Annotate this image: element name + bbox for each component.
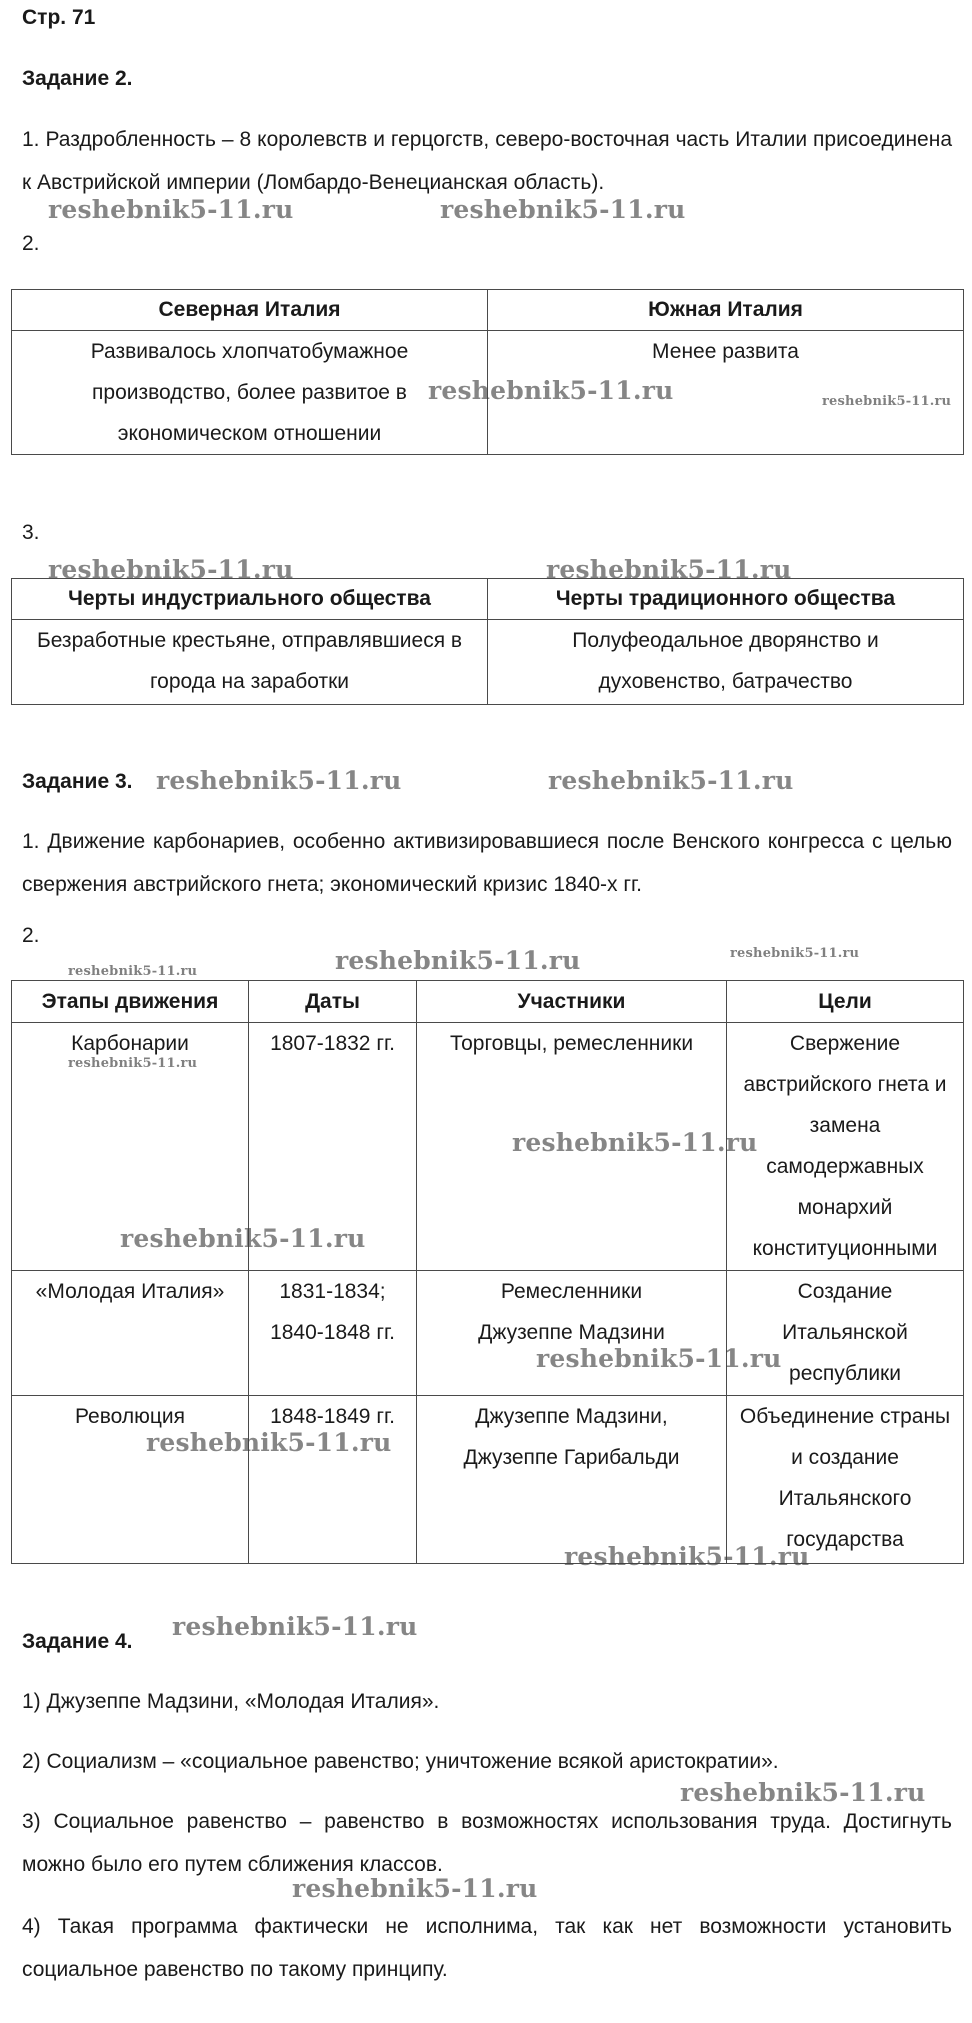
task3-title: Задание 3. [22, 770, 133, 793]
task4-item2: 2) Социализм – «социальное равенство; уничтожение всякой аристократии». [22, 1750, 779, 1773]
task3-item2-label: 2. [22, 924, 40, 947]
watermark: reshebnik5-11.ru [536, 1344, 782, 1373]
task4-item1: 1) Джузеппе Мадзини, «Молодая Италия». [22, 1690, 440, 1713]
table2-header-traditional: Черты традиционного общества [488, 579, 964, 620]
watermark: reshebnik5-11.ru [548, 766, 794, 795]
table-row [12, 1396, 964, 1564]
table2-header-industrial: Черты индустриального общества [12, 579, 488, 620]
table-industrial-traditional [11, 578, 964, 705]
watermark: reshebnik5-11.ru [120, 1224, 366, 1253]
task4-title: Задание 4. [22, 1630, 133, 1653]
watermark: reshebnik5-11.ru [730, 946, 860, 961]
watermark: reshebnik5-11.ru [48, 555, 294, 584]
task2-title: Задание 2. [22, 67, 133, 90]
table1-header-north: Северная Италия [12, 290, 488, 331]
watermark: reshebnik5-11.ru [440, 195, 686, 224]
table3-header-goals: Цели [727, 981, 964, 1023]
watermark: reshebnik5-11.ru [680, 1778, 926, 1807]
table3-r1-participants: Торговцы, ремесленники [417, 1023, 727, 1271]
watermark: reshebnik5-11.ru [292, 1874, 538, 1903]
watermark: reshebnik5-11.ru [564, 1542, 810, 1571]
watermark: reshebnik5-11.ru [156, 766, 402, 795]
table3-r1-stage: Карбонарии [12, 1023, 249, 1271]
table3-header-participants: Участники [417, 981, 727, 1023]
watermark: reshebnik5-11.ru [428, 376, 674, 405]
table1-cell-north: Развивалось хлопчатобумажное производство, более развитое в экономическом отношении [12, 331, 488, 455]
watermark: reshebnik5-11.ru [546, 555, 792, 584]
table3-r3-dates: 1848-1849 гг. [249, 1396, 417, 1564]
table3-r3-stage: Революция [12, 1396, 249, 1564]
table3-r3-participants: Джузеппе Мадзини, Джузеппе Гарибальди [417, 1396, 727, 1564]
table1-header-south: Южная Италия [488, 290, 964, 331]
watermark: reshebnik5-11.ru [822, 394, 952, 409]
table3-header-stages: Этапы движения [12, 981, 249, 1023]
watermark: reshebnik5-11.ru [172, 1612, 418, 1641]
table-movement-stages [11, 980, 964, 1564]
task3-item1: 1. Движение карбонариев, особенно активизировавшиеся после Венского конгресса с целью свержения австрийского гнета; экономический кризис 1840-х гг. [22, 830, 952, 896]
table3-r2-dates: 1831-1834; 1840-1848 гг. [249, 1271, 417, 1396]
watermark: reshebnik5-11.ru [48, 195, 294, 224]
table3-r2-participants: Ремесленники Джузеппе Мадзини [417, 1271, 727, 1396]
table2-cell-traditional: Полуфеодальное дворянство и духовенство, батрачество [488, 620, 964, 705]
table3-r1-dates: 1807-1832 гг. [249, 1023, 417, 1271]
watermark: reshebnik5-11.ru [146, 1428, 392, 1457]
table2-cell-industrial: Безработные крестьяне, отправлявшиеся в города на заработки [12, 620, 488, 705]
watermark: reshebnik5-11.ru [335, 946, 581, 975]
table3-r2-stage: «Молодая Италия» [12, 1271, 249, 1396]
table-north-south [11, 289, 964, 455]
watermark: reshebnik5-11.ru [68, 964, 198, 979]
task4-item3: 3) Социальное равенство – равенство в возможностях использования труда. Достигнуть можно было его путем сближения классов. [22, 1810, 952, 1876]
table3-r3-goals: Объединение страны и создание Итальянского государства [727, 1396, 964, 1564]
page-header: Стр. 71 [22, 6, 96, 29]
table3-r2-goals: Создание Итальянской республики [727, 1271, 964, 1396]
table3-header-dates: Даты [249, 981, 417, 1023]
table3-r1-goals: Свержение австрийского гнета и замена самодержавных монархий конституционными [727, 1023, 964, 1271]
task4-item4: 4) Такая программа фактически не исполнима, так как нет возможности установить социальное равенство по такому принципу. [22, 1915, 952, 1981]
task2-item1: 1. Раздробленность – 8 королевств и герцогств, северо-восточная часть Италии присоединена к Австрийской империи (Ломбардо-Венецианская область). [22, 128, 952, 194]
task2-item3-label: 3. [22, 521, 40, 544]
table1-cell-south: Менее развита [488, 331, 964, 455]
task2-item2-label: 2. [22, 232, 40, 255]
watermark: reshebnik5-11.ru [68, 1056, 198, 1071]
watermark: reshebnik5-11.ru [512, 1128, 758, 1157]
table-row [12, 1271, 964, 1396]
table-row [12, 1023, 964, 1271]
